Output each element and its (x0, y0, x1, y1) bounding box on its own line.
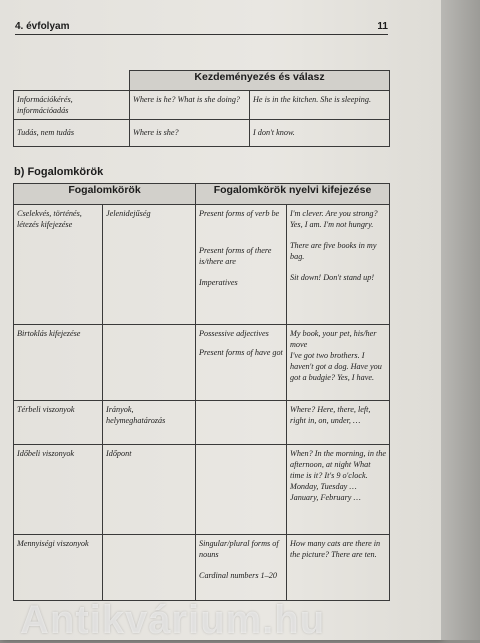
table-row (14, 325, 390, 401)
table-cell (287, 325, 390, 401)
cell-item: When? In the morning, in the afternoon, at night What time is it? It's 9 o'clock. (290, 449, 386, 480)
table-cell: Térbeli viszonyok (14, 401, 103, 445)
cell-item: Cardinal numbers 1–20 (199, 571, 277, 580)
table-cell (196, 535, 287, 601)
table1-header-blank (14, 71, 130, 91)
cell-item: Present forms of have got (199, 348, 283, 357)
cell-item: My book, your pet, his/her move (290, 329, 377, 349)
table-cell: Időpont (103, 445, 196, 535)
table-cell: Where is he? What is she doing? (130, 91, 250, 120)
table-row (14, 401, 390, 445)
table-cell: I don't know. (250, 120, 390, 147)
table-cell: How many cats are there in the picture? There are ten. (287, 535, 390, 601)
concepts-table (13, 183, 390, 601)
table-cell: Tudás, nem tudás (14, 120, 130, 147)
table-cell: Cselekvés, történés, létezés kifejezése (14, 205, 103, 325)
cell-item: Present forms of there is/there are (199, 246, 272, 266)
section-title: b) Fogalomkörök (14, 166, 104, 178)
initiation-response-table (13, 70, 390, 147)
table-cell: Irányok, helymeghatározás (103, 401, 196, 445)
table-cell (287, 445, 390, 535)
table1-header: Kezdeményezés és válasz (130, 71, 390, 91)
cell-item: Monday, Tuesday … January, February … (290, 482, 361, 502)
table-cell: Mennyiségi viszonyok (14, 535, 103, 601)
table-cell (103, 535, 196, 601)
cell-item: Sit down! Don't stand up! (290, 273, 375, 282)
table-cell (196, 445, 287, 535)
table-row (14, 205, 390, 325)
cell-item: Possessive adjectives (199, 329, 269, 338)
table-cell (196, 401, 287, 445)
table-cell: Jelenidejűség (103, 205, 196, 325)
table-cell (287, 205, 390, 325)
cell-item: I've got two brothers. I haven't got a dog. Have you got a budgie? Yes, I have. (290, 351, 382, 382)
table-row (14, 120, 390, 147)
table-cell: Where? Here, there, left, right in, on, under, … (287, 401, 390, 445)
cell-item: Singular/plural forms of nouns (199, 539, 279, 559)
table-cell: Birtoklás kifejezése (14, 325, 103, 401)
cell-item: Imperatives (199, 278, 238, 287)
page-number: 11 (377, 21, 388, 32)
table2-header-expressions: Fogalomkörök nyelvi kifejezése (196, 184, 390, 205)
cell-item: Present forms of verb be (199, 209, 280, 218)
table-cell: Where is she? (130, 120, 250, 147)
table-row (14, 535, 390, 601)
cell-item: I'm clever. Are you strong? Yes, I am. I'm not hungry. (290, 209, 378, 229)
cell-item: There are five books in my bag. (290, 241, 377, 261)
table-cell: Időbeli viszonyok (14, 445, 103, 535)
page-edge-strip (441, 0, 480, 640)
table2-header-concepts: Fogalomkörök (14, 184, 196, 205)
table-cell: He is in the kitchen. She is sleeping. (250, 91, 390, 120)
table-row (14, 445, 390, 535)
watermark-logo: Antikvárium.hu (20, 598, 326, 642)
table-cell (196, 205, 287, 325)
header-grade: 4. évfolyam (15, 21, 70, 32)
page-header (15, 20, 388, 35)
table-cell (103, 325, 196, 401)
table-cell: Információkérés, információadás (14, 91, 130, 120)
table-cell (196, 325, 287, 401)
table-row (14, 91, 390, 120)
